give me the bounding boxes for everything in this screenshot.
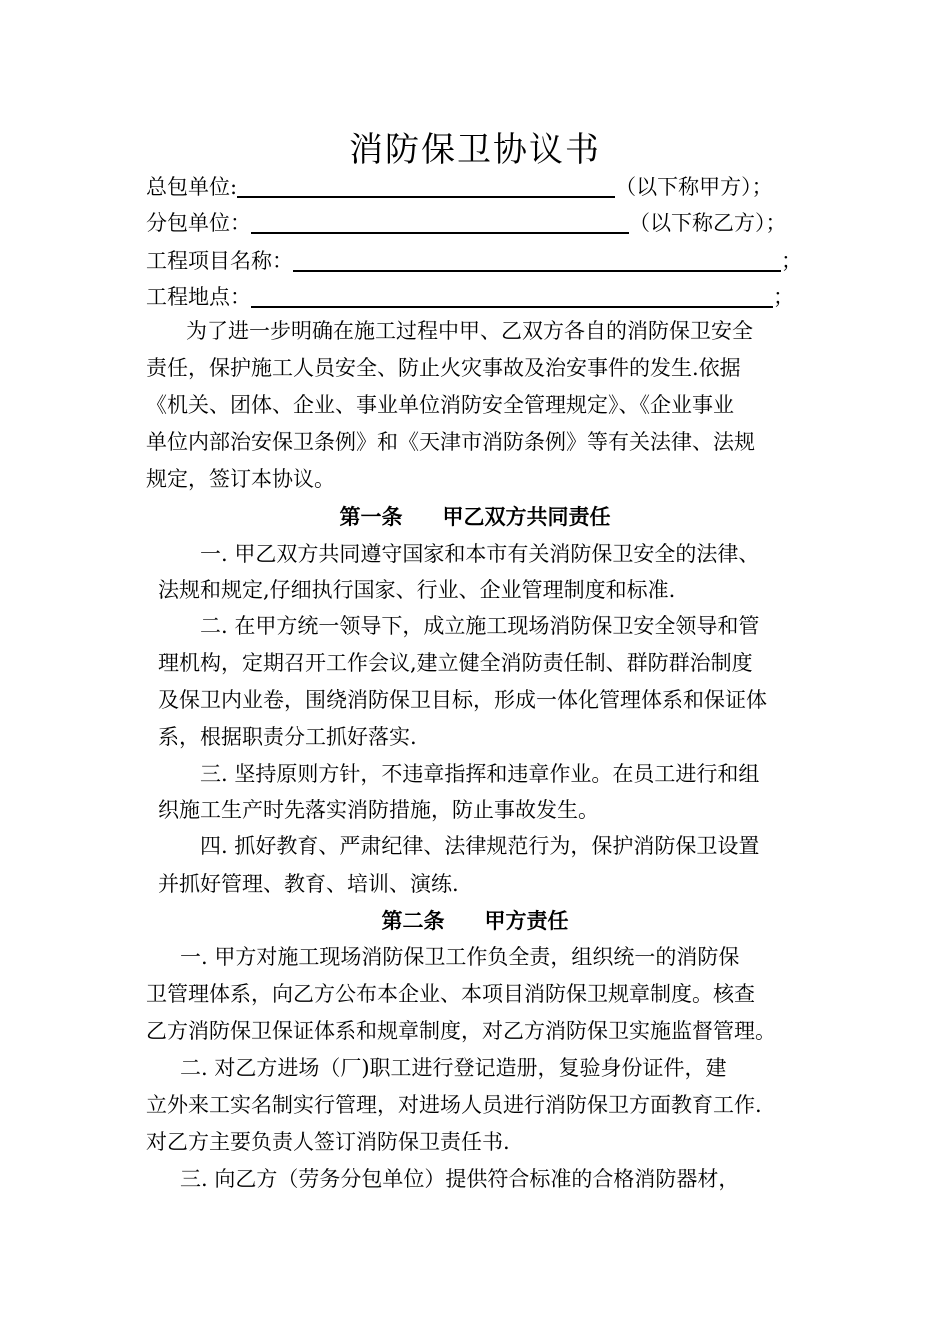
- intro-line: 规定，签订本协议。: [146, 467, 335, 491]
- article-line: 系，根据职责分工抓好落实.: [158, 725, 417, 749]
- article-line: 乙方消防保卫保证体系和规章制度，对乙方消防保卫实施监督管理。: [146, 1019, 776, 1043]
- project-location-field: [146, 282, 794, 312]
- project-location-blank[interactable]: [251, 284, 773, 308]
- field-suffix: ；: [781, 249, 802, 273]
- article-title: 甲乙双方共同责任: [442, 504, 611, 529]
- intro-line: 单位内部治安保卫条例》和《天津市消防条例》等有关法律、法规: [146, 430, 755, 454]
- article-line: 三. 向乙方（劳务分包单位）提供符合标准的合格消防器材，: [180, 1167, 740, 1191]
- article-number: 第一条: [339, 504, 403, 529]
- field-label: 分包单位：: [146, 211, 251, 235]
- field-suffix: ；: [773, 285, 794, 309]
- document-title: 消防保卫协议书: [349, 130, 601, 170]
- intro-line: 为了进一步明确在施工过程中甲、乙双方各自的消防保卫安全: [186, 319, 753, 343]
- subcontractor-field: [146, 208, 787, 238]
- intro-line: 《机关、团体、企业、事业单位消防安全管理规定》、《企业事业: [146, 393, 734, 417]
- subcontractor-blank[interactable]: [251, 210, 629, 234]
- article-line: 一. 甲方对施工现场消防保卫工作负全责，组织统一的消防保: [180, 945, 740, 969]
- contractor-field: [146, 172, 773, 202]
- article-title: 甲方责任: [484, 908, 569, 933]
- article-line: 对乙方主要负责人签订消防保卫责任书.: [146, 1130, 510, 1154]
- article-2-heading: [0, 906, 950, 936]
- article-line: 二. 对乙方进场（厂)职工进行登记造册，复验身份证件，建: [180, 1056, 727, 1080]
- article-line: 三. 坚持原则方针，不违章指挥和违章作业。在员工进行和组: [200, 762, 760, 786]
- contractor-blank[interactable]: [237, 174, 615, 198]
- article-line: 织施工生产时先落实消防措施，防止事故发生。: [158, 798, 599, 822]
- article-line: 并抓好管理、教育、培训、演练.: [158, 872, 459, 896]
- field-label: 总包单位:: [146, 175, 238, 199]
- article-line: 卫管理体系，向乙方公布本企业、本项目消防保卫规章制度。核查: [146, 982, 755, 1006]
- article-line: 及保卫内业卷，围绕消防保卫目标，形成一体化管理体系和保证体: [158, 688, 767, 712]
- field-suffix: （以下称乙方）；: [629, 211, 787, 235]
- intro-line: 责任，保护施工人员安全、防止火灾事故及治安事件的发生.依据: [146, 356, 741, 380]
- article-line: 立外来工实名制实行管理，对进场人员进行消防保卫方面教育工作.: [146, 1093, 762, 1117]
- article-line: 四. 抓好教育、严肃纪律、法律规范行为，保护消防保卫设置: [200, 834, 760, 858]
- field-suffix: （以下称甲方）；: [615, 175, 773, 199]
- article-line: 一. 甲乙双方共同遵守国家和本市有关消防保卫安全的法律、: [200, 542, 760, 566]
- field-label: 工程项目名称：: [146, 249, 293, 273]
- field-label: 工程地点：: [146, 285, 251, 309]
- article-line: 理机构，定期召开工作会议,建立健全消防责任制、群防群治制度: [158, 651, 753, 675]
- article-1-heading: [0, 502, 950, 532]
- project-name-field: [146, 246, 802, 276]
- article-line: 二. 在甲方统一领导下，成立施工现场消防保卫安全领导和管: [200, 614, 760, 638]
- article-number: 第二条: [381, 908, 445, 933]
- article-line: 法规和规定,仔细执行国家、行业、企业管理制度和标准.: [158, 578, 676, 602]
- project-name-blank[interactable]: [293, 248, 781, 272]
